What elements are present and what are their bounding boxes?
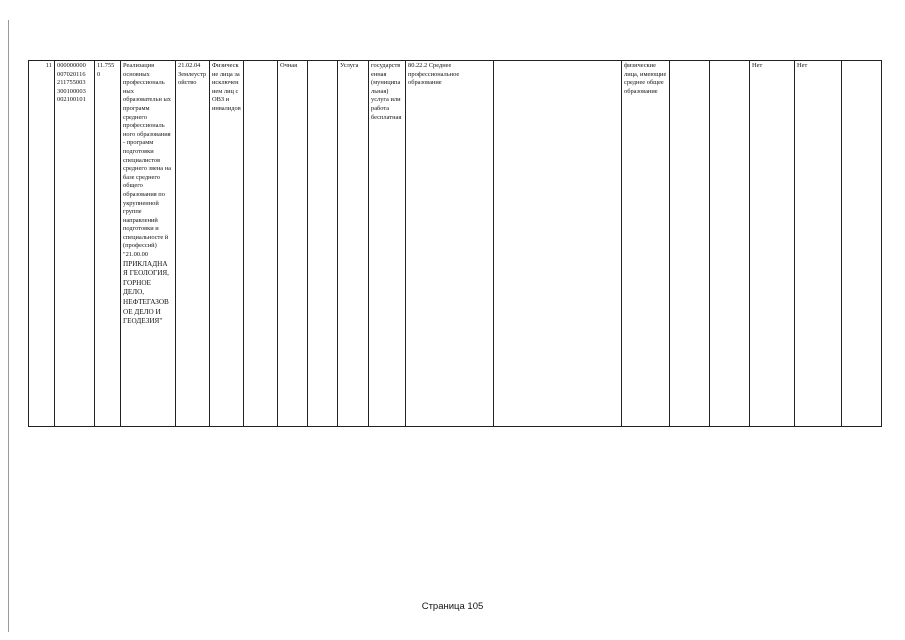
consumer-category: Физические лица за исключением лиц с ОВЗ и инвалидов <box>210 61 244 427</box>
registry-table <box>28 60 882 427</box>
consumers: физические лица, имеющие среднее общее образование <box>622 61 670 427</box>
table-row <box>29 61 882 427</box>
payment-basis: государственная (муниципальная) услуга или работа бесплатная <box>369 61 406 427</box>
row-number: 11 <box>29 61 55 427</box>
program-name <box>121 61 176 427</box>
program-name-part1: Реализация основных профессиональ ных образовательн ых программ среднего профессиональ ного образования - программ подготовки специалистов среднего звена на базе среднего общего образования по укрупненной группе направлений подготовки и специальносте й (профессий) "21.00.00 <box>123 62 172 259</box>
okved-code: 80.22.2 Среднее профессиональное образование <box>406 61 494 427</box>
item-type: Услуга <box>338 61 369 427</box>
registry-code: 000000000 007020116 211755003 300100003 002100101 <box>55 61 95 427</box>
empty-cell <box>244 61 278 427</box>
page-number: Страница 105 <box>421 601 484 612</box>
scan-edge-line <box>8 20 9 632</box>
empty-cell <box>670 61 710 427</box>
empty-cell <box>308 61 338 427</box>
flag-1: Нет <box>750 61 795 427</box>
amount: 11.755 0 <box>95 61 121 427</box>
specialty: 21.02.04 Землеустройство <box>176 61 210 427</box>
empty-cell <box>842 61 882 427</box>
study-form: Очная <box>278 61 308 427</box>
program-name-part2: ПРИКЛАДНА Я ГЕОЛОГИЯ, ГОРНОЕ ДЕЛО, НЕФТЕГАЗОВ ОЕ ДЕЛО И ГЕОДЕЗИЯ" <box>123 259 169 326</box>
empty-cell <box>710 61 750 427</box>
flag-2: Нет <box>795 61 842 427</box>
empty-cell <box>494 61 622 427</box>
